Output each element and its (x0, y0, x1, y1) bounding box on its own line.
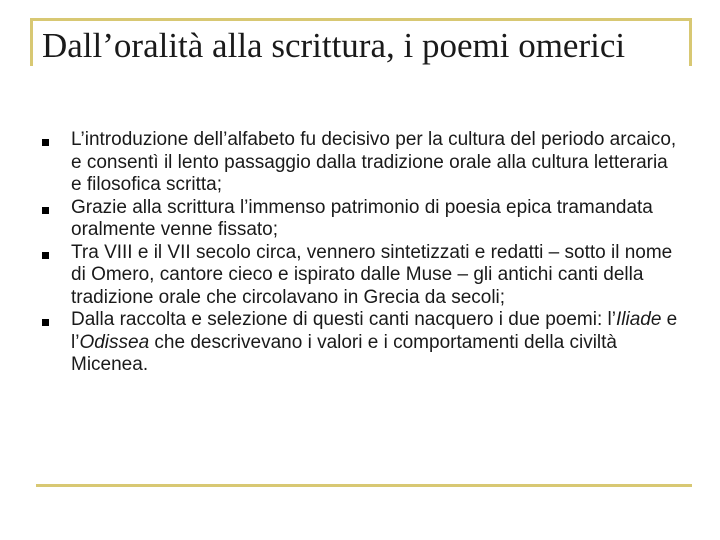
frame-top-rule (30, 18, 692, 21)
bullet-text: L’introduzione dell’alfabeto fu decisivo per la cultura del periodo arcaico, e consentì il lento passaggio dalla tradizione orale alla cultura letteraria e filosofica scritta; (71, 129, 677, 195)
iliade-title: Iliade (615, 309, 662, 330)
square-bullet-icon (42, 252, 49, 259)
frame-bottom-rule (36, 484, 692, 487)
square-bullet-icon (42, 139, 49, 146)
bullet-item (42, 242, 682, 310)
square-bullet-icon (42, 207, 49, 214)
slide-title: Dall’oralità alla scrittura, i poemi omerici (42, 26, 626, 65)
bullet-item (42, 197, 682, 242)
odissea-title: Odissea (79, 331, 150, 353)
bullet-text-after: che descrivevano i valori e i comportamenti della civiltà Micenea. (71, 331, 617, 375)
frame-right-rule (689, 18, 692, 66)
bullet-list (42, 129, 682, 377)
bullet-item (42, 129, 682, 197)
square-bullet-icon (42, 319, 49, 326)
bullet-text: Tra VIII e il VII secolo circa, vennero sintetizzati e redatti – sotto il nome di Omero, cantore cieco e ispirato dalle Muse – gli antichi canti della tradizione orale che circolavano in Grecia da secoli; (71, 241, 673, 308)
bullet-text-before: Dalla raccolta e selezione di questi canti nacquero i due poemi: l’ (71, 309, 616, 330)
bullet-text-middle: e l’ (71, 309, 678, 353)
frame-left-rule (30, 18, 33, 66)
bullet-item (42, 309, 682, 377)
bullet-text (71, 309, 682, 377)
bullet-text: Grazie alla scrittura l’immenso patrimonio di poesia epica tramandata oralmente venne fissato; (71, 196, 653, 240)
